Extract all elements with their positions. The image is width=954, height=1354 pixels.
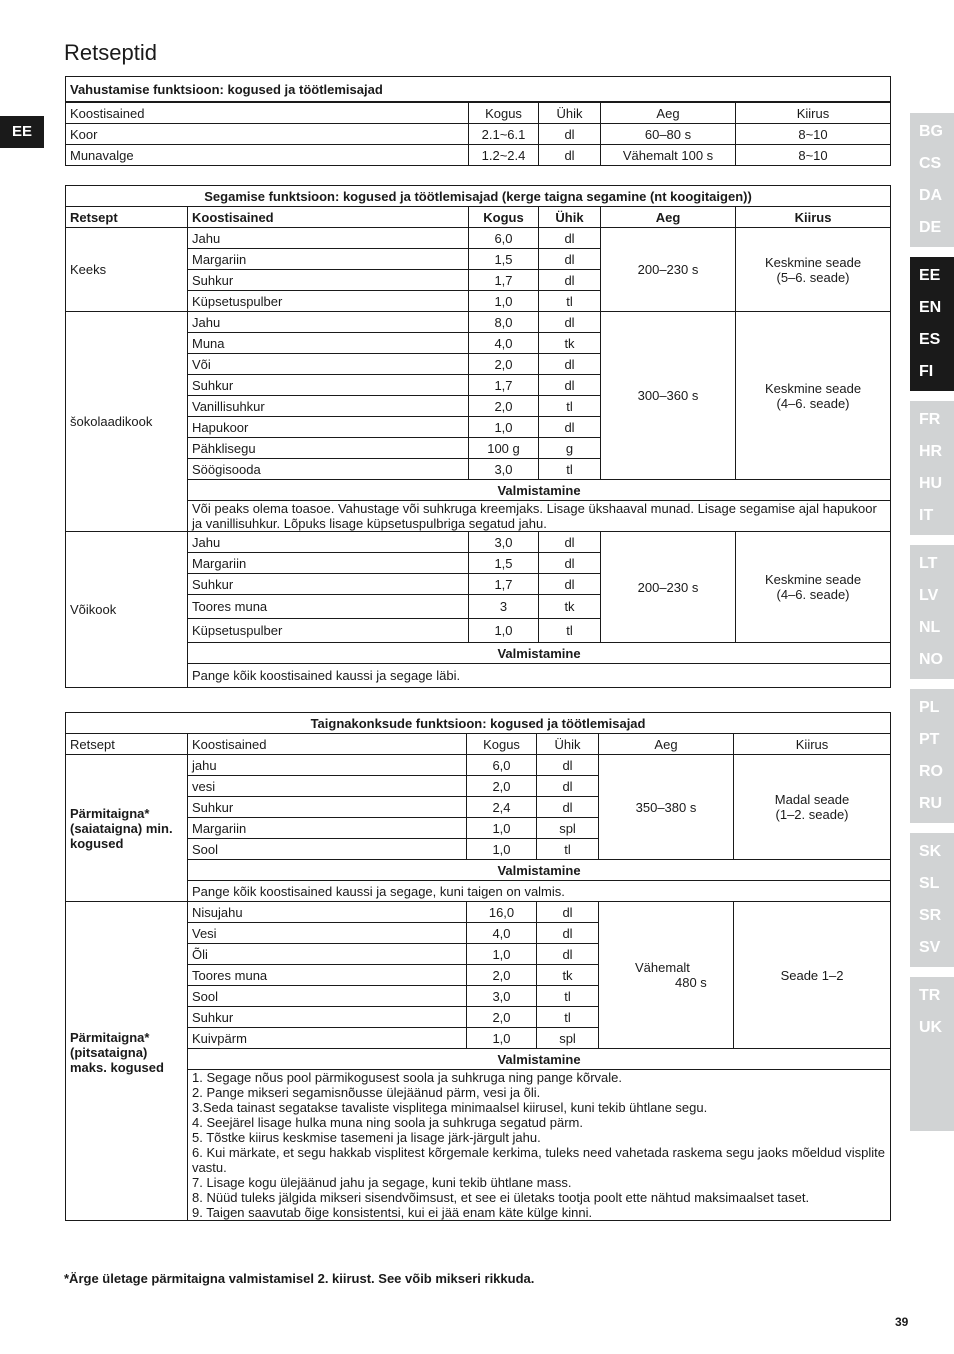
speed [736,228,891,312]
language-tab-lv[interactable]: LV [919,587,939,604]
table-row [66,902,891,923]
amount: 1,7 [469,375,539,396]
table-row [66,1070,891,1221]
header-cell: Ühik [539,207,601,228]
language-tab-ro[interactable]: RO [919,763,943,780]
prep-heading: Valmistamine [188,860,891,881]
language-tab-ru[interactable]: RU [919,795,943,812]
ingredient: Või [188,354,469,375]
language-tab-sk[interactable]: SK [919,843,942,860]
unit: dl [537,923,599,944]
prep-step: 5. Tõstke kiirus keskmise tasemeni ja lisage järk-järgult jahu. [192,1130,541,1145]
unit: spl [537,1028,599,1049]
cell: dl [539,124,601,145]
cell: 1.2~2.4 [469,145,539,166]
unit: tl [537,1007,599,1028]
prep-step: 6. Kui märkate, et segu hakkab visplitest kõrgemale kerkima, tuleks need vahetada raskema segu jaoks mõeldud visplite vastu. [192,1145,885,1175]
recipe-name-line: (pitsataigna) [70,1045,148,1060]
page-title: Retseptid [64,40,157,65]
time: 300–360 s [601,312,736,480]
time-line: 480 s [675,975,707,990]
language-group [910,113,954,247]
header-cell: Koostisained [188,207,469,228]
dough-table [65,712,891,1221]
ingredient: Suhkur [188,574,469,595]
amount: 1,0 [469,619,539,643]
ingredient: Söögisooda [188,459,469,480]
ingredient: Jahu [188,532,469,553]
language-tab-tr[interactable]: TR [919,987,941,1004]
dough-caption: Taignakonksude funktsioon: kogused ja töötlemisajad [66,713,891,734]
prep-step: 7. Lisage kogu ülejäänud jahu ja segage, kuni tekib ühtlane mass. [192,1175,572,1190]
ingredient: Kuivpärm [188,1028,467,1049]
unit: tl [539,619,601,643]
unit: tl [539,396,601,417]
whisk-table [65,76,891,166]
table-row [66,664,891,688]
table-row [66,145,891,166]
ingredient: Jahu [188,312,469,333]
recipe-name-line: Pärmitaigna* [70,805,150,821]
table-row [66,1049,891,1070]
time-line: Vähemalt [635,960,690,975]
language-tab-sr[interactable]: SR [919,907,942,924]
unit: tk [537,965,599,986]
table-row [66,532,891,553]
amount: 100 g [469,438,539,459]
cell: 60–80 s [601,124,736,145]
header-cell: Kiirus [736,207,891,228]
ingredient: Suhkur [188,375,469,396]
table-row [66,480,891,501]
unit: dl [537,902,599,923]
ingredient: Margariin [188,249,469,270]
language-tab-bg[interactable]: BG [919,123,943,140]
unit: g [539,438,601,459]
amount: 1,0 [469,291,539,312]
amount: 2,0 [469,396,539,417]
table-row [66,228,891,249]
language-tab-nl[interactable]: NL [919,619,941,636]
table-row [66,860,891,881]
ingredient: vesi [188,776,467,797]
ingredient: Suhkur [188,270,469,291]
ingredient: Toores muna [188,595,469,619]
language-tab-sl[interactable]: SL [919,875,940,892]
amount: 1,5 [469,553,539,574]
amount: 2,0 [467,776,537,797]
header-cell: Aeg [599,734,734,755]
unit: dl [539,553,601,574]
header-cell: Kogus [467,734,537,755]
speed: Seade 1–2 [734,902,891,1049]
unit: dl [539,270,601,291]
prep-step: 1. Segage nõus pool pärmikogusest soola ja suhkruga ning pange kõrvale. [192,1070,623,1085]
time: 200–230 s [601,228,736,312]
speed [736,532,891,643]
ingredient: Küpsetuspulber [188,619,469,643]
ingredient: jahu [188,755,467,776]
cell: dl [539,145,601,166]
cell: 8~10 [736,145,891,166]
language-tab-fi[interactable]: FI [919,363,934,380]
ingredient: Vanillisuhkur [188,396,469,417]
header-cell: Aeg [601,207,736,228]
language-group [910,689,954,823]
unit: dl [539,228,601,249]
speed-line: (1–2. seade) [775,807,849,822]
table-row [66,881,891,902]
language-tab-pl[interactable]: PL [919,699,940,716]
table-row [66,501,891,532]
language-tab-pt[interactable]: PT [919,731,940,748]
unit: dl [539,532,601,553]
language-tab-sv[interactable]: SV [919,939,941,956]
ingredient: Küpsetuspulber [188,291,469,312]
recipe-name: Võikook [66,532,188,688]
recipe-name-line: maks. kogused [70,1060,164,1075]
speed-line: (4–6. seade) [776,395,850,411]
ingredient: Sool [188,839,467,860]
ingredient: Suhkur [188,1007,467,1028]
unit: dl [537,797,599,818]
ingredient: Nisujahu [188,902,467,923]
speed-line: Madal seade [774,792,850,807]
language-tab-hr[interactable]: HR [919,443,943,460]
unit: tl [537,986,599,1007]
ingredient: Sool [188,986,467,1007]
unit: dl [539,375,601,396]
speed-line: Keskmine seade [764,254,862,270]
unit: dl [539,417,601,438]
language-group [910,401,954,535]
table-row [66,312,891,333]
prep-step: 3.Seda tainast segatakse tavaliste visplitega minimaalsel kiirusel, kuni tekib ühtlane segu. [192,1100,708,1115]
language-tab-it[interactable]: IT [919,507,934,524]
amount: 2,0 [469,354,539,375]
cell: 8~10 [736,124,891,145]
header-cell: Koostisained [188,734,467,755]
time: 350–380 s [599,755,734,860]
ingredient: Muna [188,333,469,354]
amount: 1,0 [467,1028,537,1049]
unit: tl [537,839,599,860]
prep-text: Või peaks olema toasoe. Vahustage või suhkruga kreemjaks. Lisage ükshaaval munad. Lisage segamise ajal hapukoor ja vanillisuhkur. Lõpuks lisage küpsetuspulbriga segatud jahu. [188,501,891,532]
language-group [910,833,954,967]
amount: 1,7 [469,574,539,595]
prep-heading: Valmistamine [188,643,891,664]
unit: tl [539,459,601,480]
recipe-name: Keeks [66,228,188,312]
amount: 3,0 [467,986,537,1007]
language-group-active [910,257,954,391]
header-cell: Kiirus [736,102,891,124]
ingredient: Margariin [188,818,467,839]
unit: tk [539,595,601,619]
ingredient: Vesi [188,923,467,944]
amount: 1,0 [467,839,537,860]
recipe-name: šokolaadikook [66,312,188,532]
amount: 4,0 [469,333,539,354]
prep-step: 9. Taigen saavutab õige konsistentsi, kui ei jää enam käte külge kinni. [192,1205,593,1220]
amount: 6,0 [469,228,539,249]
prep-heading: Valmistamine [188,1049,891,1070]
ingredient: Margariin [188,553,469,574]
time: 200–230 s [601,532,736,643]
amount: 1,5 [469,249,539,270]
speed [734,755,891,860]
unit: dl [539,354,601,375]
language-tab-en[interactable]: EN [919,299,942,316]
prep-steps [188,1070,891,1221]
unit: dl [539,574,601,595]
language-tab-ee[interactable]: EE [919,267,941,284]
prep-step: 2. Pange mikseri segamisnõusse ülejäänud pärm, vesi ja õli. [192,1085,541,1100]
table-row [66,643,891,664]
page-number: 39 [895,1315,909,1329]
language-tab-lt[interactable]: LT [919,555,938,572]
footnote: *Ärge ületage pärmitaigna valmistamisel 2. kiirust. See võib mikseri rikkuda. [64,1271,535,1286]
ingredient: Pähklisegu [188,438,469,459]
ingredient: Jahu [188,228,469,249]
amount: 2,0 [467,1007,537,1028]
language-tab-hu[interactable]: HU [919,475,943,492]
language-tab-no[interactable]: NO [919,651,943,668]
amount: 1,0 [467,944,537,965]
speed-line: Keskmine seade [764,572,862,587]
amount: 1,0 [469,417,539,438]
current-language-tab: EE [0,116,44,148]
header-cell: Ühik [539,102,601,124]
language-tab-cs[interactable]: CS [919,155,942,172]
prep-step: 4. Seejärel lisage hulka muna ning soola ja suhkruga segatud pärm. [192,1115,583,1130]
header-cell: Koostisained [66,102,469,124]
amount: 6,0 [467,755,537,776]
amount: 2,4 [467,797,537,818]
speed-line: Keskmine seade [764,380,862,396]
cell: 2.1~6.1 [469,124,539,145]
unit: dl [537,755,599,776]
header-cell: Kiirus [734,734,891,755]
unit: spl [537,818,599,839]
unit: dl [539,312,601,333]
header-cell: Aeg [601,102,736,124]
amount: 3,0 [469,459,539,480]
language-sidebar [910,113,954,1141]
recipe-name-line: Pärmitaigna* [70,1030,150,1045]
amount: 3 [469,595,539,619]
prep-heading: Valmistamine [188,480,891,501]
recipe-name-line: kogused [70,835,124,851]
ingredient: Suhkur [188,797,467,818]
language-group [910,977,954,1131]
time [599,902,734,1049]
header-cell: Retsept [66,734,188,755]
recipe-name-line: (saiataigna) min. [70,820,173,836]
cell: Munavalge [66,145,469,166]
header-cell: Kogus [469,207,539,228]
header-cell: Retsept [66,207,188,228]
amount: 8,0 [469,312,539,333]
table-row [66,755,891,776]
amount: 16,0 [467,902,537,923]
prep-step: 8. Nüüd tuleks jälgida mikseri sisendvõimsust, et see ei ületaks tootja poolt ette nähtud maksimaalset taset. [192,1190,810,1205]
speed [736,312,891,480]
ingredient: Hapukoor [188,417,469,438]
cell: Koor [66,124,469,145]
language-group [910,545,954,679]
language-tab-uk[interactable]: UK [919,1019,943,1036]
mixing-table [65,185,891,688]
prep-text: Pange kõik koostisained kaussi ja segage, kuni taigen on valmis. [188,881,891,902]
ingredient: Õli [188,944,467,965]
header-cell: Kogus [469,102,539,124]
speed-line: (4–6. seade) [776,587,850,602]
amount: 1,0 [467,818,537,839]
ingredient: Toores muna [188,965,467,986]
speed-line: (5–6. seade) [776,269,850,285]
amount: 4,0 [467,923,537,944]
table-row [66,124,891,145]
language-tab-es[interactable]: ES [919,331,941,348]
recipe-name [66,902,188,1221]
language-tab-da[interactable]: DA [919,187,943,204]
unit: dl [537,776,599,797]
unit: dl [539,249,601,270]
unit: tl [539,291,601,312]
mixing-caption: Segamise funktsioon: kogused ja töötlemisajad (kerge taigna segamine (nt koogitaigen)) [66,186,891,207]
language-tab-fr[interactable]: FR [919,411,941,428]
unit: dl [537,944,599,965]
amount: 2,0 [467,965,537,986]
recipe-name [66,755,188,902]
whisk-caption: Vahustamise funktsioon: kogused ja töötlemisajad [66,77,891,103]
header-cell: Ühik [537,734,599,755]
cell: Vähemalt 100 s [601,145,736,166]
amount: 1,7 [469,270,539,291]
amount: 3,0 [469,532,539,553]
unit: tk [539,333,601,354]
language-tab-de[interactable]: DE [919,219,942,236]
prep-text: Pange kõik koostisained kaussi ja segage läbi. [188,664,891,688]
